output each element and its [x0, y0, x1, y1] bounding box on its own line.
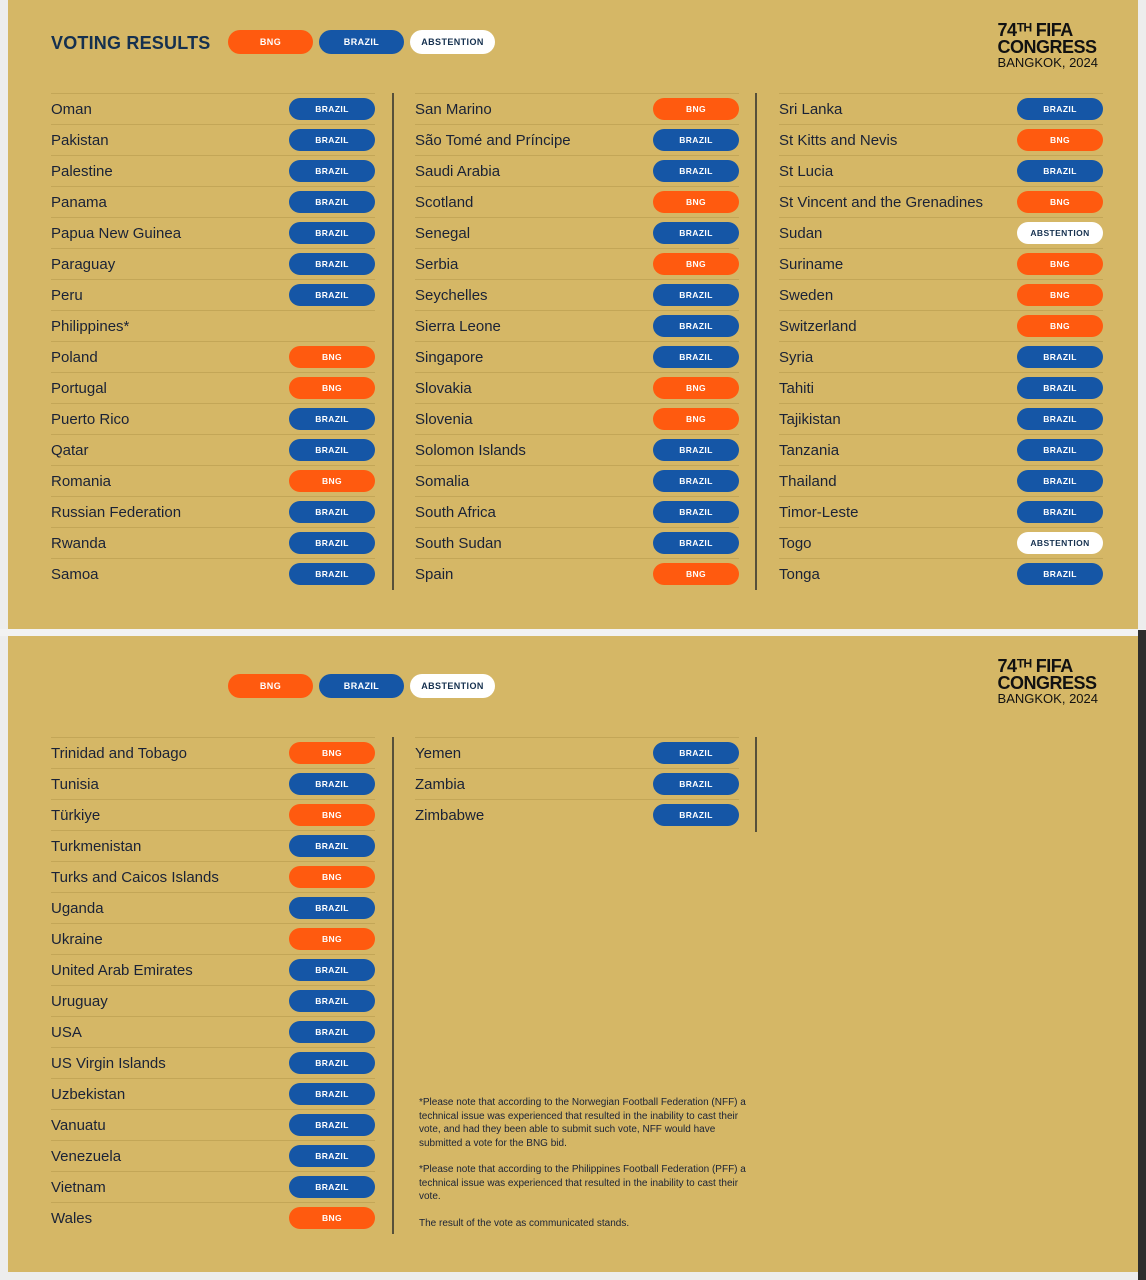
country-name: Palestine	[51, 162, 113, 180]
country-row	[415, 768, 739, 799]
vote-badge: BNG	[653, 563, 739, 585]
vote-badge: BRAZIL	[653, 222, 739, 244]
column-divider	[755, 93, 757, 590]
country-row	[415, 124, 739, 155]
country-name: Slovakia	[415, 379, 472, 397]
country-row	[51, 954, 375, 985]
country-name: Wales	[51, 1209, 93, 1227]
legend-brazil-badge: BRAZIL	[319, 30, 404, 54]
country-row	[51, 527, 375, 558]
vote-badge: BNG	[289, 928, 375, 950]
country-name: Tanzania	[779, 441, 840, 459]
country-name: Tunisia	[51, 775, 99, 793]
country-row	[415, 93, 739, 124]
country-row	[51, 1109, 375, 1140]
country-name: Rwanda	[51, 534, 107, 552]
country-row	[51, 1171, 375, 1202]
country-row	[779, 248, 1103, 279]
country-name: Spain	[415, 565, 454, 583]
country-name: South Africa	[415, 503, 496, 521]
vote-badge: BRAZIL	[653, 346, 739, 368]
vote-badge: BRAZIL	[289, 959, 375, 981]
vote-badge: BRAZIL	[289, 835, 375, 857]
country-name: Sri Lanka	[779, 100, 843, 118]
country-row	[51, 186, 375, 217]
country-name: Switzerland	[779, 317, 857, 335]
country-name: Yemen	[415, 744, 462, 762]
country-name: Thailand	[779, 472, 837, 490]
country-row	[51, 799, 375, 830]
legend-abstention-badge: ABSTENTION	[410, 30, 495, 54]
vote-badge: BRAZIL	[289, 439, 375, 461]
country-name: Sudan	[779, 224, 823, 242]
country-name: São Tomé and Príncipe	[415, 131, 571, 149]
vote-badge: BRAZIL	[289, 191, 375, 213]
country-row	[51, 155, 375, 186]
vote-badge: BRAZIL	[289, 129, 375, 151]
country-name: Singapore	[415, 348, 484, 366]
page-separator	[0, 629, 1146, 636]
country-name: Romania	[51, 472, 112, 490]
vote-badge: BRAZIL	[653, 773, 739, 795]
country-row	[415, 310, 739, 341]
vote-badge: BNG	[289, 742, 375, 764]
country-row	[779, 186, 1103, 217]
country-name: San Marino	[415, 100, 492, 118]
country-row	[415, 341, 739, 372]
vote-badge: BRAZIL	[1017, 408, 1103, 430]
country-name: Venezuela	[51, 1147, 122, 1165]
country-row	[779, 465, 1103, 496]
vote-badge: BRAZIL	[289, 284, 375, 306]
vote-badge: BNG	[1017, 253, 1103, 275]
country-name: Zambia	[415, 775, 466, 793]
vote-badge: BRAZIL	[1017, 377, 1103, 399]
results-column-1	[51, 737, 375, 1233]
country-row	[415, 465, 739, 496]
country-name: Paraguay	[51, 255, 116, 273]
country-name: Timor-Leste	[779, 503, 859, 521]
country-name: US Virgin Islands	[51, 1054, 166, 1072]
vote-badge: BRAZIL	[1017, 563, 1103, 585]
footnote-nff: *Please note that according to the Norwegian Football Federation (NFF) a technical issue was experienced that resulted in the inability to cast their vote, and had they been able to submit such vote, NFF would have submitted a vote for the BNG bid.	[419, 1097, 746, 1149]
vote-badge: BRAZIL	[1017, 501, 1103, 523]
country-name: Suriname	[779, 255, 844, 273]
logo-line-3: BANGKOK, 2024	[997, 55, 1098, 70]
country-row	[51, 985, 375, 1016]
country-row	[51, 496, 375, 527]
country-row	[415, 527, 739, 558]
vote-badge: BRAZIL	[289, 1145, 375, 1167]
country-name: Zimbabwe	[415, 806, 485, 824]
country-row	[51, 372, 375, 403]
logo-line-1: 74ᵀᴴ FIFA	[997, 656, 1073, 676]
country-name: Vanuatu	[51, 1116, 106, 1134]
country-name: USA	[51, 1023, 82, 1041]
column-divider	[392, 737, 394, 1234]
country-name: United Arab Emirates	[51, 961, 193, 979]
country-row	[415, 372, 739, 403]
vote-badge: BRAZIL	[653, 532, 739, 554]
vote-badge: BRAZIL	[653, 439, 739, 461]
country-row	[415, 403, 739, 434]
page-title: VOTING RESULTS	[51, 33, 211, 53]
country-name: Uzbekistan	[51, 1085, 126, 1103]
country-name: Solomon Islands	[415, 441, 526, 459]
country-name: Panama	[51, 193, 107, 211]
country-row	[415, 186, 739, 217]
vote-badge: BRAZIL	[1017, 98, 1103, 120]
vote-badge: BRAZIL	[1017, 160, 1103, 182]
vote-badge: BNG	[653, 191, 739, 213]
country-row	[415, 279, 739, 310]
country-row	[415, 799, 739, 830]
footnotes	[419, 1096, 759, 1243]
country-row	[51, 217, 375, 248]
country-name: Sweden	[779, 286, 834, 304]
country-row	[415, 434, 739, 465]
logo-line-3: BANGKOK, 2024	[997, 691, 1098, 706]
country-row	[779, 372, 1103, 403]
country-row	[51, 768, 375, 799]
country-name: Pakistan	[51, 131, 109, 149]
country-row	[415, 496, 739, 527]
country-row	[779, 341, 1103, 372]
vote-badge: BNG	[289, 346, 375, 368]
vote-badge: BRAZIL	[653, 315, 739, 337]
country-row	[51, 737, 375, 768]
country-name: Russian Federation	[51, 503, 182, 521]
country-name: Seychelles	[415, 286, 488, 304]
logo-line-2: CONGRESS	[997, 673, 1097, 693]
vote-badge: BRAZIL	[653, 742, 739, 764]
country-row	[51, 1016, 375, 1047]
vote-badge: BNG	[289, 866, 375, 888]
vote-badge: BNG	[653, 253, 739, 275]
country-row	[779, 310, 1103, 341]
country-name: Uruguay	[51, 992, 108, 1010]
vote-badge: BRAZIL	[289, 563, 375, 585]
country-row	[51, 434, 375, 465]
column-divider	[392, 93, 394, 590]
country-row	[779, 93, 1103, 124]
legend-abstention-badge: ABSTENTION	[410, 674, 495, 698]
legend	[228, 674, 495, 698]
vote-badge: BRAZIL	[289, 408, 375, 430]
vote-badge: BRAZIL	[289, 990, 375, 1012]
column-divider	[755, 737, 757, 832]
vote-badge: BRAZIL	[1017, 346, 1103, 368]
results-column-2	[415, 737, 739, 830]
country-name: Oman	[51, 100, 92, 118]
country-name: Tahiti	[779, 379, 815, 397]
country-name: Slovenia	[415, 410, 473, 428]
country-row	[51, 403, 375, 434]
fifa-congress-logo	[998, 658, 1098, 706]
results-page-2	[8, 636, 1138, 1272]
country-name: Portugal	[51, 379, 107, 397]
vote-badge: BNG	[653, 377, 739, 399]
vote-badge: BRAZIL	[289, 253, 375, 275]
country-row	[51, 923, 375, 954]
vote-badge: BRAZIL	[653, 470, 739, 492]
country-row	[51, 310, 375, 341]
country-row	[51, 1047, 375, 1078]
country-row	[779, 279, 1103, 310]
country-row	[779, 527, 1103, 558]
vote-badge: BRAZIL	[289, 501, 375, 523]
vote-badge: BRAZIL	[653, 284, 739, 306]
country-name: Turkmenistan	[51, 837, 142, 855]
country-name: Togo	[779, 534, 812, 552]
country-row	[415, 248, 739, 279]
country-name: Peru	[51, 286, 83, 304]
country-row	[51, 279, 375, 310]
country-row	[779, 124, 1103, 155]
vote-badge: BNG	[289, 377, 375, 399]
vote-badge: BNG	[1017, 129, 1103, 151]
country-name: St Vincent and the Grenadines	[779, 193, 984, 211]
country-row	[51, 830, 375, 861]
vote-badge: ABSTENTION	[1017, 222, 1103, 244]
country-row	[779, 155, 1103, 186]
results-page-1	[8, 0, 1138, 629]
country-name: Vietnam	[51, 1178, 106, 1196]
vote-badge: BRAZIL	[289, 222, 375, 244]
country-name: Puerto Rico	[51, 410, 130, 428]
results-column-2	[415, 93, 739, 589]
vote-badge: BNG	[1017, 284, 1103, 306]
vote-badge: BNG	[289, 804, 375, 826]
vote-badge: BRAZIL	[289, 897, 375, 919]
country-name: Uganda	[51, 899, 104, 917]
country-row	[51, 124, 375, 155]
country-name: Syria	[779, 348, 814, 366]
logo-line-1: 74ᵀᴴ FIFA	[997, 20, 1073, 40]
vote-badge: BRAZIL	[289, 773, 375, 795]
vote-badge: BRAZIL	[289, 1114, 375, 1136]
vote-badge: BNG	[1017, 191, 1103, 213]
country-row	[415, 155, 739, 186]
legend-bng-badge: BNG	[228, 674, 313, 698]
country-name: Trinidad and Tobago	[51, 744, 187, 762]
vote-badge: BNG	[289, 1207, 375, 1229]
country-row	[415, 737, 739, 768]
country-row	[51, 93, 375, 124]
country-name: Papua New Guinea	[51, 224, 182, 242]
country-row	[51, 892, 375, 923]
country-name: Saudi Arabia	[415, 162, 501, 180]
vote-badge: BRAZIL	[289, 98, 375, 120]
logo-line-2: CONGRESS	[997, 37, 1097, 57]
vote-badge: BRAZIL	[653, 160, 739, 182]
vote-badge: BRAZIL	[289, 1052, 375, 1074]
country-name: Philippines*	[51, 317, 130, 335]
vote-badge: ABSTENTION	[1017, 532, 1103, 554]
country-row	[779, 558, 1103, 589]
country-row	[51, 1078, 375, 1109]
country-row	[51, 1140, 375, 1171]
country-name: Serbia	[415, 255, 459, 273]
country-name: Sierra Leone	[415, 317, 501, 335]
country-name: Scotland	[415, 193, 474, 211]
legend-bng-badge: BNG	[228, 30, 313, 54]
vote-badge: BNG	[289, 470, 375, 492]
country-name: St Kitts and Nevis	[779, 131, 898, 149]
country-name: South Sudan	[415, 534, 502, 552]
country-name: Türkiye	[51, 806, 101, 824]
country-row	[415, 558, 739, 589]
vote-badge: BNG	[653, 98, 739, 120]
vote-badge: BRAZIL	[289, 532, 375, 554]
footnote-result: The result of the vote as communicated stands.	[419, 1217, 630, 1229]
country-name: Senegal	[415, 224, 471, 242]
vote-badge: BRAZIL	[1017, 439, 1103, 461]
country-row	[51, 465, 375, 496]
vote-badge: BRAZIL	[289, 1021, 375, 1043]
legend-brazil-badge: BRAZIL	[319, 674, 404, 698]
country-row	[51, 861, 375, 892]
country-row	[51, 1202, 375, 1233]
country-name: Samoa	[51, 565, 99, 583]
country-name: St Lucia	[779, 162, 834, 180]
vote-badge: BRAZIL	[653, 804, 739, 826]
fifa-congress-logo	[998, 22, 1098, 70]
results-column-3	[779, 93, 1103, 589]
country-name: Tajikistan	[779, 410, 841, 428]
vote-badge: BNG	[1017, 315, 1103, 337]
vote-badge: BNG	[653, 408, 739, 430]
country-name: Tonga	[779, 565, 820, 583]
country-name: Somalia	[415, 472, 470, 490]
country-row	[779, 434, 1103, 465]
country-row	[51, 558, 375, 589]
country-name: Ukraine	[51, 930, 103, 948]
vote-badge: BRAZIL	[289, 1083, 375, 1105]
legend	[228, 30, 495, 54]
results-column-1	[51, 93, 375, 589]
country-row	[51, 341, 375, 372]
vote-badge: BRAZIL	[653, 129, 739, 151]
scrollbar[interactable]	[1138, 630, 1146, 1280]
footnote-pff: *Please note that according to the Philippines Football Federation (PFF) a technical issue was experienced that resulted in the inability to cast their vote.	[419, 1164, 746, 1202]
country-row	[779, 217, 1103, 248]
vote-badge: BRAZIL	[289, 160, 375, 182]
vote-badge: BRAZIL	[653, 501, 739, 523]
country-name: Qatar	[51, 441, 89, 459]
country-name: Poland	[51, 348, 98, 366]
country-name: Turks and Caicos Islands	[51, 868, 219, 886]
vote-badge: BRAZIL	[1017, 470, 1103, 492]
country-row	[779, 496, 1103, 527]
country-row	[779, 403, 1103, 434]
country-row	[415, 217, 739, 248]
country-row	[51, 248, 375, 279]
vote-badge: BRAZIL	[289, 1176, 375, 1198]
